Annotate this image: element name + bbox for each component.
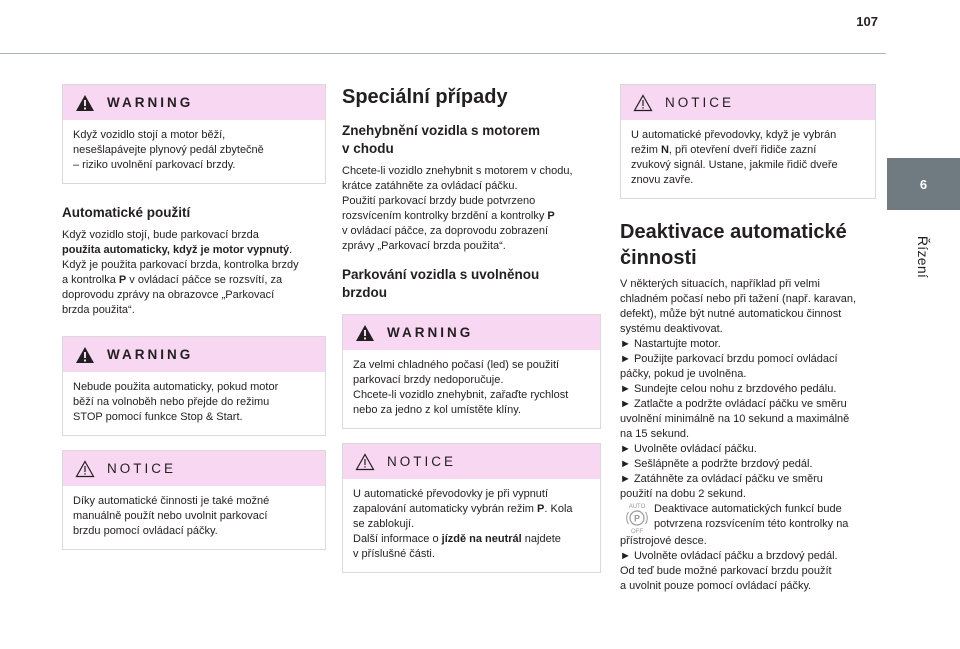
text-line: chladném počasí nebo při tažení (např. karavan,	[620, 293, 857, 305]
subsection-text-immobilise	[342, 164, 601, 254]
step-line: ► Zatlačte a podržte ovládací páčku ve směru	[620, 398, 847, 410]
bold-phrase: N	[660, 144, 669, 156]
notice-line	[631, 143, 865, 158]
column-1	[62, 84, 326, 564]
notice-box-manual	[62, 450, 326, 550]
text-fragment: rozsvícením kontrolky brzdění a kontrolky	[342, 210, 548, 222]
step-line: ► Nastartujte motor.	[620, 338, 721, 350]
notice-body	[343, 479, 600, 572]
text-line: systému deaktivovat.	[620, 323, 723, 335]
bold-phrase: použita automaticky, když je motor vypnutý	[62, 244, 290, 256]
section-title-special-cases: Speciální případy	[342, 86, 508, 108]
text-line: V některých situacích, například při velmi	[620, 278, 820, 290]
title-line: Parkování vozidla s uvolněnou	[342, 267, 540, 282]
notice-line: zvukový signál. Ustane, jakmile řidič dveře	[631, 159, 838, 171]
chapter-label-text: Řízení	[915, 235, 932, 279]
text-line: krátce zatáhněte za ovládací páčku.	[342, 180, 518, 192]
warning-line: nesešlapávejte plynový pedál zbytečně	[73, 144, 264, 156]
warning-line: Když vozidlo stojí a motor běží,	[73, 129, 226, 141]
warning-header	[63, 85, 325, 120]
subsection-title-immobilise	[342, 122, 601, 158]
text-line: brzda použita“.	[62, 304, 135, 316]
auto-p-off-indicator-icon	[624, 502, 650, 534]
notice-box-driver-door	[620, 84, 876, 199]
warning-header	[63, 337, 325, 372]
notice-line: Díky automatické činnosti je také možné	[73, 495, 270, 507]
notice-line	[353, 502, 590, 517]
chapter-label	[908, 222, 938, 292]
bold-phrase: P	[118, 274, 127, 286]
notice-header	[63, 451, 325, 486]
title-line: činnosti	[620, 247, 697, 269]
text-fragment: najdete	[521, 533, 561, 545]
step-line: ► Sešlápněte a podržte brzdový pedál.	[620, 458, 813, 470]
bold-phrase: P	[547, 210, 555, 222]
text-line	[62, 243, 326, 258]
text-fragment: režim	[631, 144, 661, 156]
warning-triangle-icon	[355, 324, 375, 342]
step-line: ► Zatáhněte za ovládací páčku ve směru	[620, 473, 823, 485]
notice-line: znovu zavře.	[631, 174, 694, 186]
notice-line	[353, 532, 590, 547]
title-line: Deaktivace automatické	[620, 221, 847, 243]
step-line: použití na dobu 2 sekund.	[620, 488, 746, 500]
step-line: ► Uvolněte ovládací páčku a brzdový pedál.	[620, 550, 838, 562]
notice-label: NOTICE	[107, 461, 177, 476]
text-line	[342, 209, 601, 224]
warning-triangle-icon	[75, 94, 95, 112]
text-fragment: , při otevření dveří řidiče zazní	[668, 144, 817, 156]
text-line: Chcete-li vozidlo znehybnit s motorem v chodu,	[342, 165, 573, 177]
text-line: přístrojové desce.	[620, 535, 707, 547]
section-text-automatic-use	[62, 228, 326, 318]
text-line: Použití parkovací brzdy bude potvrzeno	[342, 195, 536, 207]
text-line: Když je použita parkovací brzda, kontrolka brzdy	[62, 259, 299, 271]
page-number: 107	[856, 14, 878, 29]
step-line: ► Uvolněte ovládací páčku.	[620, 443, 757, 455]
column-3	[620, 84, 876, 606]
warning-line: – riziko uvolnění parkovací brzdy.	[73, 159, 236, 171]
text-line: Deaktivace automatických funkcí bude	[654, 503, 842, 515]
step-line: uvolnění minimálně na 10 sekund a maximálně	[620, 413, 850, 425]
text-line: defekt), může být nutné automatickou činnost	[620, 308, 842, 320]
warning-label: WARNING	[387, 325, 474, 340]
warning-box-stationary	[62, 84, 326, 184]
section-title-automatic-use: Automatické použití	[62, 205, 191, 220]
notice-body	[621, 120, 875, 198]
notice-box-automatic-gearbox	[342, 443, 601, 573]
section-text-deactivation	[620, 277, 876, 594]
warning-line: Za velmi chladného počasí (led) se použití	[353, 359, 560, 371]
warning-body	[63, 120, 325, 183]
indicator-auto-text: AUTO	[628, 504, 646, 510]
notice-line: U automatické převodovky je při vypnutí	[353, 488, 549, 500]
notice-header	[343, 444, 600, 479]
notice-triangle-icon	[355, 453, 375, 471]
title-line: brzdou	[342, 285, 387, 300]
text-line: doprovodu zprávy na obrazovce „Parkovací	[62, 289, 275, 301]
warning-line: Chcete-li vozidlo znehybnit, zařaďte rychlost	[353, 389, 569, 401]
text-line: zprávy „Parkovací brzda použita“.	[342, 240, 506, 252]
text-fragment: .	[289, 244, 293, 256]
text-line: potvrzena rozsvícením této kontrolky na	[654, 518, 849, 530]
warning-box-cold	[342, 314, 601, 429]
step-line: ► Sundejte celou nohu z brzdového pedálu.	[620, 383, 837, 395]
warning-line: běží na volnoběh nebo přejde do režimu	[73, 396, 270, 408]
column-2	[342, 84, 601, 587]
notice-body	[63, 486, 325, 549]
text-fragment: Další informace o	[353, 533, 442, 545]
indicator-p-text: P	[633, 513, 641, 524]
subsection-title-released-brake	[342, 266, 601, 302]
notice-line: brzdu pomocí ovládací páčky.	[73, 525, 218, 537]
text-fragment: . Kola	[544, 503, 573, 515]
notice-label: NOTICE	[387, 454, 457, 469]
header-rule	[0, 53, 886, 54]
warning-box-idle	[62, 336, 326, 436]
text-fragment: a kontrolka	[62, 274, 119, 286]
bold-phrase: P	[537, 503, 545, 515]
warning-header	[343, 315, 600, 350]
text-line: Když vozidlo stojí, bude parkovací brzda	[62, 229, 259, 241]
section-title-deactivation	[620, 219, 876, 271]
indicator-off-text: OFF	[631, 529, 643, 534]
notice-line: v příslušné části.	[353, 548, 435, 560]
indicator-note	[620, 502, 876, 549]
warning-body	[63, 372, 325, 435]
title-line: v chodu	[342, 141, 394, 156]
text-line: v ovládací páčce, za doprovodu zobrazení	[342, 225, 549, 237]
title-line: Znehybnění vozidla s motorem	[342, 123, 541, 138]
text-fragment: v ovládací páčce se rozsvítí, za	[126, 274, 283, 286]
notice-line: U automatické převodovky, když je vybrán	[631, 129, 837, 141]
warning-body	[343, 350, 600, 428]
notice-triangle-icon	[75, 460, 95, 478]
notice-header	[621, 85, 875, 120]
text-fragment: zapalování automaticky vybrán režim	[353, 503, 538, 515]
chapter-tab[interactable]: 6	[887, 158, 960, 210]
step-line: ► Použijte parkovací brzdu pomocí ovládací	[620, 353, 838, 365]
warning-line: nebo za jedno z kol umístěte klíny.	[353, 404, 521, 416]
notice-line: manuálně použít nebo uvolnit parkovací	[73, 510, 268, 522]
text-line	[62, 273, 326, 288]
warning-line: Nebude použita automaticky, pokud motor	[73, 381, 279, 393]
step-line: na 15 sekund.	[620, 428, 690, 440]
warning-line: STOP pomocí funkce Stop & Start.	[73, 411, 243, 423]
text-line: Od teď bude možné parkovací brzdu použít	[620, 565, 832, 577]
notice-label: NOTICE	[665, 95, 735, 110]
bold-phrase: jízdě na neutrál	[441, 533, 522, 545]
warning-line: parkovací brzdy nedoporučuje.	[353, 374, 504, 386]
step-line: páčky, pokud je uvolněna.	[620, 368, 747, 380]
notice-triangle-icon	[633, 94, 653, 112]
warning-label: WARNING	[107, 347, 194, 362]
text-line: a uvolnit pouze pomocí ovládací páčky.	[620, 580, 812, 592]
warning-label: WARNING	[107, 95, 194, 110]
warning-triangle-icon	[75, 346, 95, 364]
notice-line: se zablokují.	[353, 518, 415, 530]
